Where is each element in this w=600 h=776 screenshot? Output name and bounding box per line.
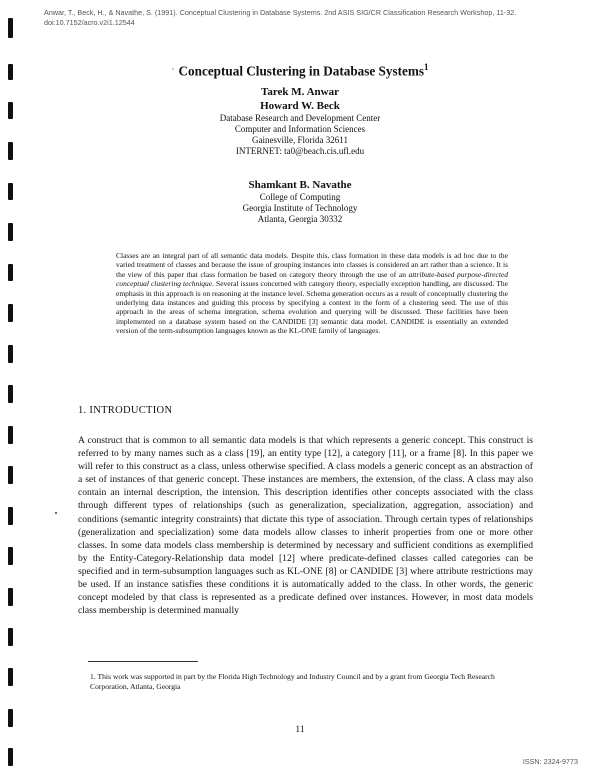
affiliation-line: Gainesville, Florida 32611 (252, 135, 348, 145)
affiliation-line: Georgia Institute of Technology (242, 203, 358, 213)
title-footnote-mark: 1 (423, 62, 429, 72)
scan-mark (8, 264, 13, 281)
affiliation-line: Computer and Information Sciences (234, 124, 366, 134)
scan-mark (8, 18, 13, 38)
scan-mark (8, 426, 13, 444)
citation-line-1: Anwar, T., Beck, H., & Navathe, S. (1991). Conceptual Clustering in Database Systems. 2nd ASIS SIG/CR Classification Research Workshop, 11-32. (44, 8, 517, 17)
scan-mark (8, 628, 13, 646)
abstract-text: Classes are an integral part of all semantic data models. Despite this, class formation in these data models is ad hoc due to the varied treatment of classes and because the issue of grouping instances into classes is considered an art rather than a science. It is the view of this paper that class formation be based on category theory through the use of an (116, 251, 508, 279)
author-name: Shamkant B. Navathe (248, 179, 352, 191)
author-email: INTERNET: ta0@beach.cis.ufl.edu (235, 146, 365, 156)
abstract-text-cont: . Several issues concerned with category theory, especially exception handling, are discussed. The emphasis in this approach is on reasoning at the instance level. Schema generation occurs as a result of conceptually clustering the underlying data instances and guiding this process by specifying a context in the form of a clustering seed. The use of this approach in the areas of schema integration, schema evolution and querying will be discussed. These facilities have been implemented on a database system based on the CANDIDE [3] semantic data model. CANDIDE is essentially an extended version of the term-subsumption languages known as the KL-ONE family of languages. (116, 279, 508, 336)
scan-mark (8, 385, 13, 403)
footnote-divider (88, 661, 198, 662)
citation-doi: doi:10.7152/acro.v2i1.12544 (44, 18, 135, 27)
title-marker: · (171, 64, 175, 75)
scan-mark (8, 223, 13, 241)
author-name: Howard W. Beck (260, 100, 340, 112)
affiliation-line: College of Computing (259, 192, 341, 202)
author-name: Tarek M. Anwar (261, 86, 339, 98)
abstract-emphasis: attribute-based purpose-directed conceptual clustering technique (116, 269, 508, 289)
scan-mark (8, 748, 13, 766)
scan-mark (8, 588, 13, 606)
citation-header (44, 8, 584, 28)
scan-mark (8, 304, 13, 322)
scan-speck (55, 512, 57, 514)
abstract (116, 251, 508, 336)
author-block-1 (0, 85, 600, 157)
scan-mark (8, 466, 13, 484)
footnote: 1. This work was supported in part by the Florida High Technology and Industry Council and by a grant from Georgia Tech Research Corporation, Atlanta, Georgia (90, 672, 495, 691)
affiliation-line: Atlanta, Georgia 30332 (257, 214, 343, 224)
scan-mark (8, 547, 13, 565)
paper-title (0, 62, 600, 79)
introduction-paragraph: A construct that is common to all semantic data models is that which represents a generic concept. This construct is referred to by many names such as a class [19], an entity type [12], a category [11], or a frame [8]. In this paper we will refer to this construct as a class, unless otherwise specified. A class models a generic concept as an abstraction of a set of instances of that generic concept. These instances are members, the extension, of the class. A class may also contain an internal description, the intension. This description identifies other concepts associated with the class through different types of relationships (such as generalization, specialization, aggregation, association) and conditions (semantic integrity constraints) that dictate this type of association. Through certain types of relationships (generalization and specialization) some data models allow classes to inherit properties from one or more other classes. In some data models class membership is determined by necessary and sufficient conditions as exemplified by the Entity-Category-Relationship data model [12] where predicate-defined classes called categories can be specified and in term-subsumption languages such as KL-ONE [8] or CANDIDE [3] where attribute restrictions may be used. If an instance satisfies these conditions it is automatically added to the class. In other words, the generic concept modeled by that class is represented as a predicate defined over instances. However, in most data models class membership is determined manually (78, 435, 533, 617)
issn: ISSN: 2324-9773 (522, 757, 578, 766)
affiliation-line: Database Research and Development Center (219, 113, 381, 123)
section-heading: 1. INTRODUCTION (78, 405, 173, 416)
title-text: Conceptual Clustering in Database Systems (178, 63, 424, 79)
scan-mark (8, 507, 13, 525)
page-number: 11 (295, 725, 305, 735)
scan-mark (8, 345, 13, 363)
author-block-2 (0, 178, 600, 225)
scan-mark (8, 668, 13, 686)
